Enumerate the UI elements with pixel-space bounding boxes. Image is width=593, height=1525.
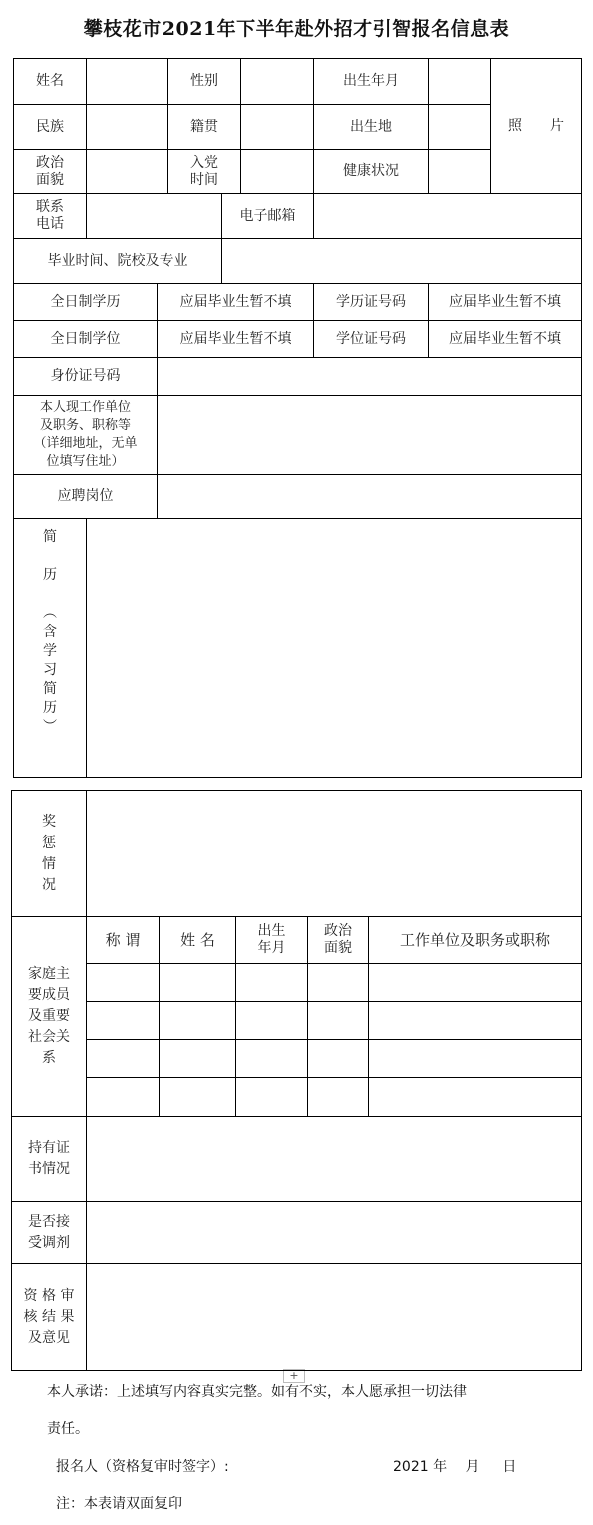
label-family: 家庭主 要成员 及重要 社会关 系 <box>28 966 70 1066</box>
signature-date: 2021 年 月 日 <box>393 1459 517 1475</box>
label-name: 姓名 <box>36 73 64 89</box>
label-birth-date: 出生年月 <box>343 73 399 89</box>
label-political-status: 政治 面貌 <box>36 154 64 188</box>
label-id-number: 身份证号码 <box>50 368 121 384</box>
page-break-marker: + <box>283 1369 305 1383</box>
label-graduation: 毕业时间、院校及专业 <box>47 252 188 269</box>
label-birthplace: 出生地 <box>350 118 392 135</box>
label-current-work: 本人现工作单位 及职务、职称等 （详细地址，无单 位填写住址） <box>33 400 138 469</box>
note-fresh-graduate: 应届毕业生暂不填 <box>449 330 561 347</box>
print-note: 注：本表请双面复印 <box>56 1496 182 1512</box>
pledge-line-2: 责任。 <box>47 1421 89 1437</box>
label-resume: 简 历 ︵ 含 学 习 简 历 ︶ <box>43 529 57 735</box>
label-certificates: 持有证 书情况 <box>28 1140 70 1177</box>
label-health: 健康状况 <box>343 163 399 179</box>
label-gender: 性别 <box>190 73 218 89</box>
label-applied-post: 应聘岗位 <box>57 488 114 504</box>
label-photo: 照 片 <box>508 117 564 134</box>
label-fulltime-degree: 全日制学位 <box>50 330 121 347</box>
signature-label: 报名人（资格复审时签字）: <box>56 1459 229 1475</box>
label-education-cert: 学历证号码 <box>336 293 406 310</box>
label-party-time: 入党 时间 <box>190 154 218 188</box>
note-fresh-graduate: 应届毕业生暂不填 <box>179 293 292 310</box>
label-degree-cert: 学位证号码 <box>336 330 406 347</box>
label-rewards: 奖 惩 情 况 <box>42 813 56 893</box>
family-header-political: 政治 面貌 <box>324 923 352 956</box>
label-qualification: 资 格 审 核 结 果 及意见 <box>23 1287 75 1346</box>
family-header-birth: 出生 年月 <box>257 923 286 956</box>
family-header-relation: 称 谓 <box>105 930 141 949</box>
form-title: 攀枝花市2021年下半年赴外招才引智报名信息表 <box>83 18 510 40</box>
family-header-work: 工作单位及职务或职称 <box>399 930 550 949</box>
family-info-table <box>11 790 582 1371</box>
label-phone: 联系 电话 <box>36 199 64 232</box>
label-fulltime-education: 全日制学历 <box>50 293 121 310</box>
label-accept-adjust: 是否接 受调剂 <box>28 1213 70 1251</box>
family-header-name: 姓 名 <box>180 930 215 949</box>
label-native-place: 籍贯 <box>190 118 218 135</box>
pledge-line-1: 本人承诺：上述填写内容真实完整。如有不实，本人愿承担一切法律 <box>47 1384 467 1400</box>
note-fresh-graduate: 应届毕业生暂不填 <box>449 293 561 310</box>
label-email: 电子邮箱 <box>239 207 296 224</box>
label-ethnicity: 民族 <box>36 118 64 135</box>
note-fresh-graduate: 应届毕业生暂不填 <box>179 330 292 347</box>
